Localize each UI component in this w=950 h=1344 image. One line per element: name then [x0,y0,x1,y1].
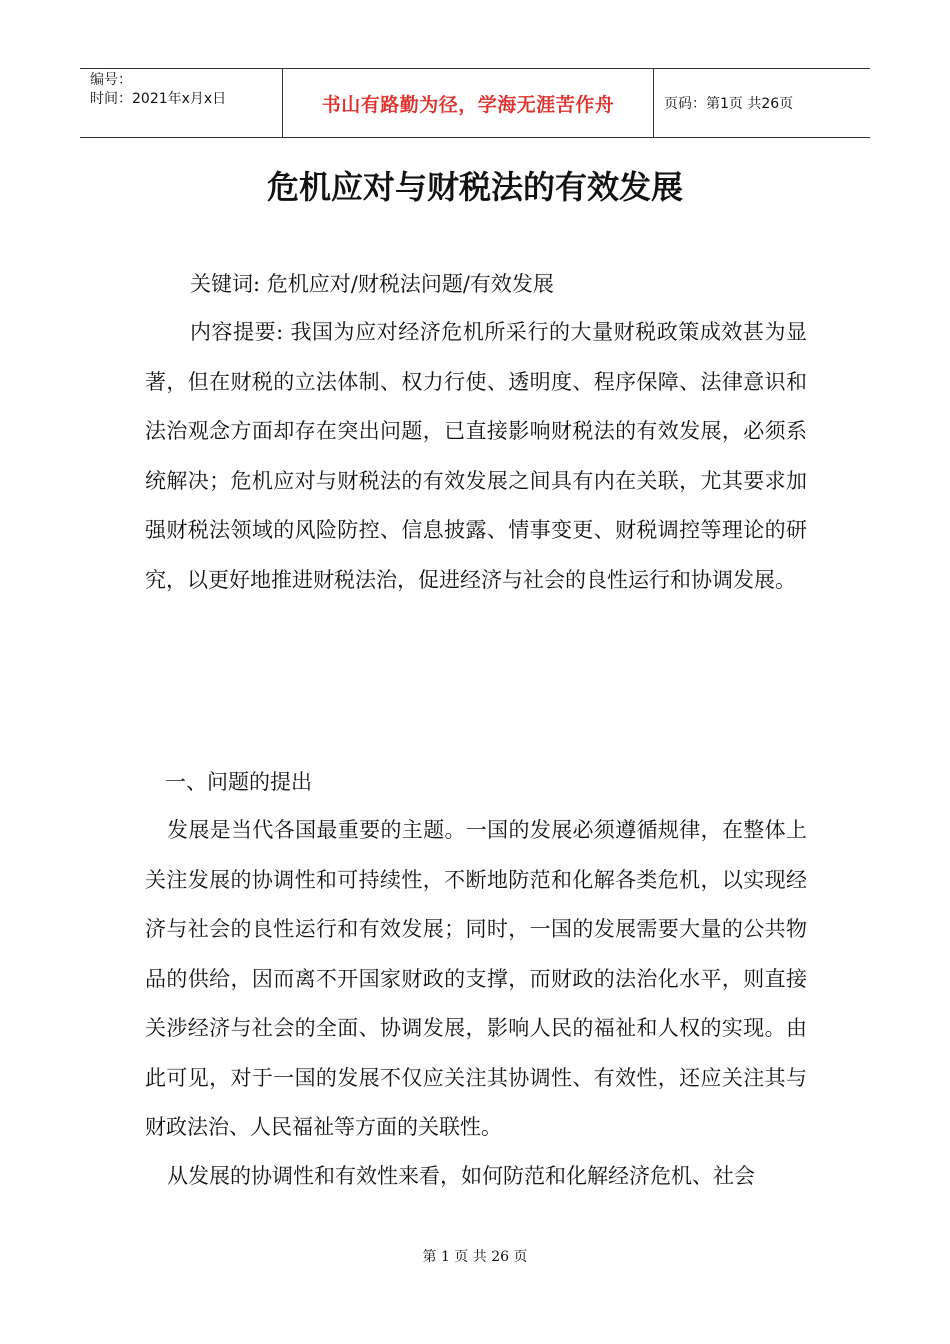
keywords-line: 关键词: 危机应对/财税法问题/有效发展 [190,272,554,296]
body-paragraph-1: 发展是当代各国最重要的主题。一国的发展必须遵循规律，在整体上关注发展的协调性和可持续性，不断地防范和化解各类危机，以实现经济与社会的良性运行和有效发展；同时，一国的发展需要大量的公共物品的供给，因而离不开国家财政的支撑，而财政的法治化水平，则直接关涉经济与社会的全面、协调发展，影响人民的福祉和人权的实现。由此可见，对于一国的发展不仅应关注其协调性、有效性，还应关注其与财政法治、人民福祉等方面的关联性。 [145,818,807,1139]
abstract-paragraph: 内容提要: 我国为应对经济危机所采行的大量财税政策成效甚为显著，但在财税的立法体制、权力行使、透明度、程序保障、法律意识和法治观念方面却存在突出问题，已直接影响财税法的有效发展，必须系统解决；危机应对与财税法的有效发展之间具有内在关联，尤其要求加强财税法领域的风险防控、信息披露、情事变更、财税调控等理论的研究，以更好地推进财税法治，促进经济与社会的良性运行和协调发展。 [145,320,807,592]
document-title: 危机应对与财税法的有效发展 [266,168,683,206]
header-table [80,68,870,138]
document-time-label: 时间：2021年x月x日 [90,91,227,107]
section-heading: 一、问题的提出 [165,770,312,794]
header-motto-cell [282,69,654,137]
body-paragraph-2: 从发展的协调性和有效性来看，如何防范和化解经济危机、社会 [167,1164,755,1188]
document-number-label: 编号： [90,72,132,88]
header-motto: 书山有路勤为径，学海无涯苦作舟 [321,93,615,116]
header-page-info: 页码：第1页 共26页 [664,96,794,112]
page-footer: 第 1 页 共 26 页 [422,1249,528,1265]
header-page-cell [654,69,870,137]
header-meta-cell [80,69,282,137]
